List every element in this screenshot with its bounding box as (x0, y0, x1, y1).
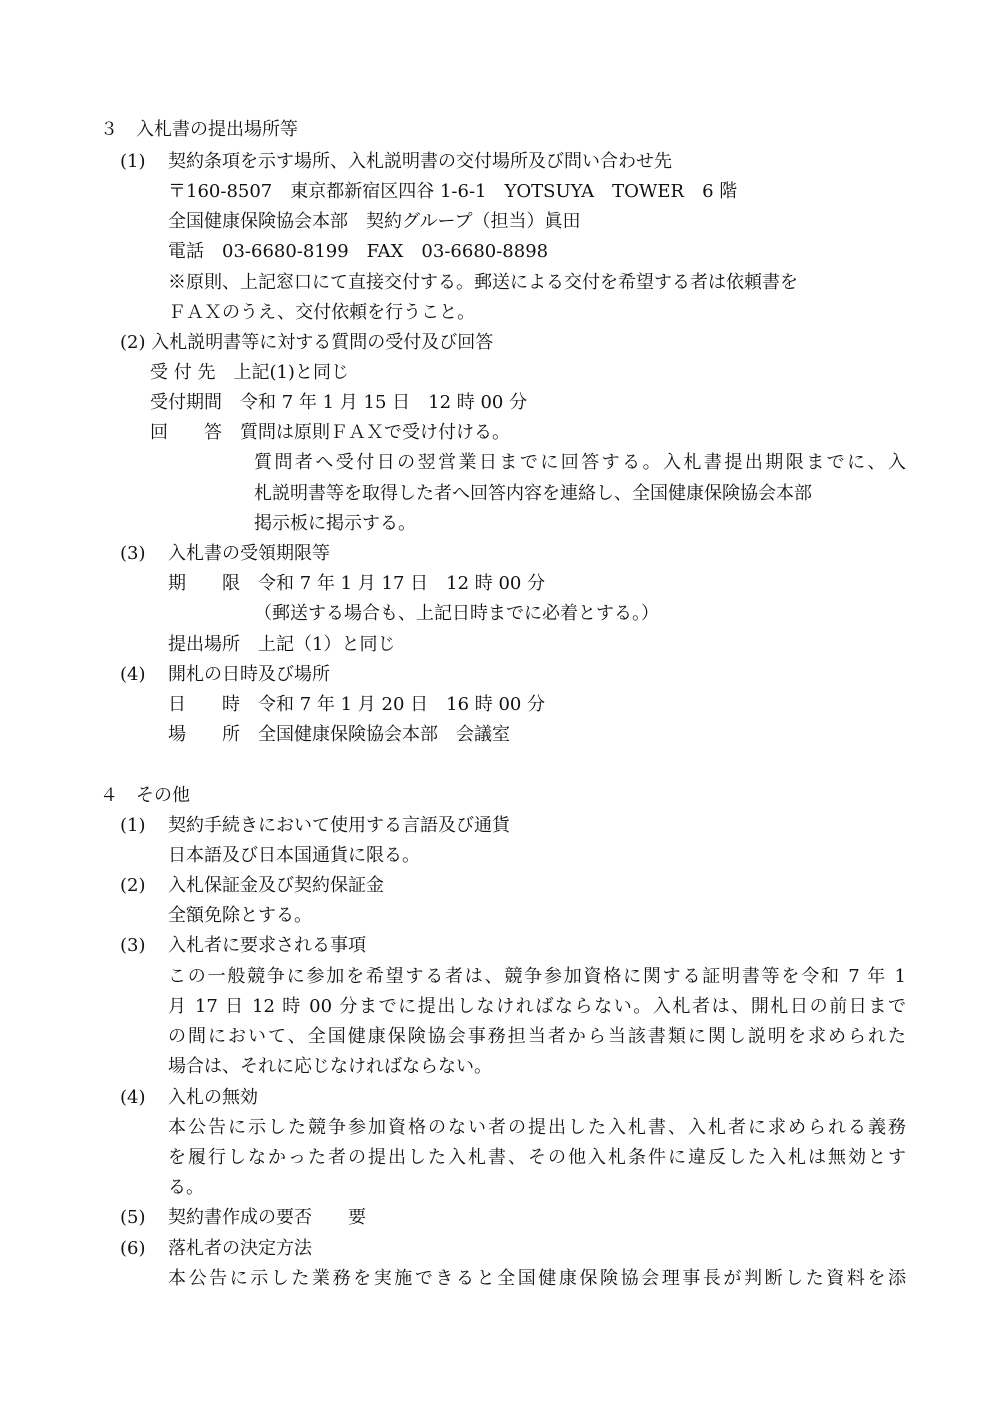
text-line: 全国健康保険協会本部 契約グループ（担当）眞田 (168, 211, 581, 232)
text-line: 本公告に示した競争参加資格のない者の提出した入札書、入札者に求められる義務 (168, 1117, 906, 1138)
text-line: 電話 03-6680-8199 FAX 03-6680-8898 (168, 241, 549, 262)
text-line: 本公告に示した業務を実施できると全国健康保険協会理事長が判断した資料を添 (168, 1268, 906, 1289)
text-line: (3) (120, 543, 146, 564)
text-line: (4) (120, 664, 146, 685)
text-line: 札説明書等を取得した者へ回答内容を連絡し、全国健康保険協会本部 (254, 483, 812, 504)
text-line: (5) (120, 1207, 146, 1228)
text-line: 〒160-8507 東京都新宿区四谷 1-6-1 YOTSUYA TOWER 6 階 (168, 181, 738, 202)
text-line: 契約書作成の要否 要 (168, 1207, 366, 1228)
text-line: る。 (168, 1177, 204, 1198)
text-line: 月 17 日 12 時 00 分までに提出しなければならない。入札者は、開札日の前日まで (168, 996, 906, 1017)
text-line: 受付期間 令和 7 年 1 月 15 日 12 時 00 分 (150, 392, 528, 413)
text-line: (1) (120, 151, 146, 172)
text-line: 契約手続きにおいて使用する言語及び通貨 (168, 815, 510, 836)
text-line: 日本語及び日本国通貨に限る。 (168, 845, 420, 866)
text-line: (4) (120, 1087, 146, 1108)
text-line: 受 付 先 上記(1)と同じ (150, 362, 349, 383)
text-line: ＦＡＸのうえ、交付依頼を行うこと。 (168, 302, 476, 323)
text-line: 掲示板に掲示する。 (254, 513, 416, 534)
text-line: 場合は、それに応じなければならない。 (168, 1056, 492, 1077)
text-line: 全額免除とする。 (168, 905, 312, 926)
text-line: この一般競争に参加を希望する者は、競争参加資格に関する証明書等を令和 7 年 1 (168, 966, 906, 987)
text-line: 質問者へ受付日の翌営業日までに回答する。入札書提出期限までに、入 (254, 452, 906, 473)
text-line: 入札書の受領期限等 (168, 543, 330, 564)
text-line: ３ 入札書の提出場所等 (100, 119, 298, 140)
text-line: (1) (120, 815, 146, 836)
text-line: (2) (120, 875, 146, 896)
text-line: 入札保証金及び契約保証金 (168, 875, 384, 896)
text-line: 入札の無効 (168, 1087, 258, 1108)
text-line: の間において、全国健康保険協会事務担当者から当該書類に関し説明を求められた (168, 1026, 906, 1047)
text-line: 提出場所 上記（1）と同じ (168, 634, 396, 655)
text-line: （郵送する場合も、上記日時までに必着とする。） (254, 603, 659, 624)
text-line: (3) (120, 935, 146, 956)
text-line: 回 答 質問は原則ＦＡＸで受け付ける。 (150, 422, 510, 443)
text-line: ※原則、上記窓口にて直接交付する。郵送による交付を希望する者は依頼書を (168, 272, 798, 293)
text-line: 開札の日時及び場所 (168, 664, 330, 685)
text-line: 日 時 令和 7 年 1 月 20 日 16 時 00 分 (168, 694, 546, 715)
text-line: を履行しなかった者の提出した入札書、その他入札条件に違反した入札は無効とす (168, 1147, 906, 1168)
text-line: 契約条項を示す場所、入札説明書の交付場所及び問い合わせ先 (168, 151, 672, 172)
text-line: ４ その他 (100, 785, 190, 806)
text-line: (2) 入札説明書等に対する質問の受付及び回答 (120, 332, 494, 353)
text-line: (6) (120, 1238, 146, 1259)
text-line: 期 限 令和 7 年 1 月 17 日 12 時 00 分 (168, 573, 546, 594)
text-line: 入札者に要求される事項 (168, 935, 366, 956)
text-line: 落札者の決定方法 (168, 1238, 312, 1259)
text-line: 場 所 全国健康保険協会本部 会議室 (168, 724, 510, 745)
